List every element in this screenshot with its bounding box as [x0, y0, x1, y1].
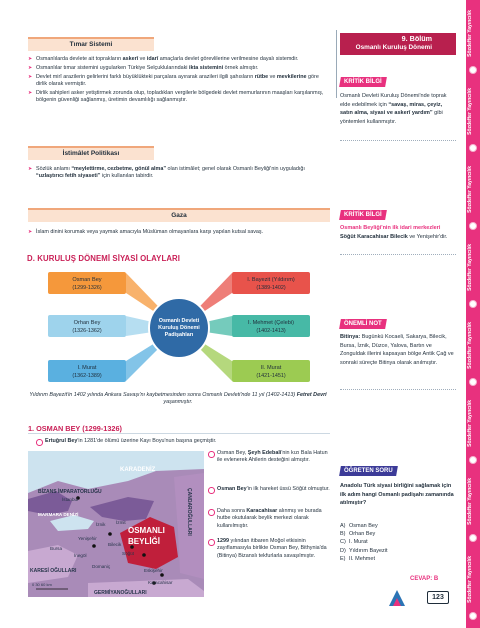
- map-label: İzmit: [116, 520, 126, 525]
- important-note-box: Bitinya: Bugünkü Kocaeli, Sakarya, Bilecik, Bursa, İznik, Düzce, Yalova, Bartın ve Zonguldak illerini kapsayan bölge Antik Çağ ve sonraki süreçte Bitinya olarak anılmıştır.: [340, 334, 454, 366]
- map-label: İznik: [96, 522, 106, 527]
- osman-item-4: 1299 yılından itibaren Moğol etkisinin zayıflamasıyla birlikte Osman Bey, Bithynia'da (Bitinya) Bizanslı tekfurlarla savaşılmıştır.: [208, 538, 330, 560]
- side-stripe-dot: [469, 222, 477, 230]
- istimalet-bullet: ➤ Sözlük anlamı “meylettirme, cezbetme, gönül alma” olan istimâlet; genel olarak Osmanlı Beyliği'nin uyguladığı “uzlaştırıcı fetih siyaseti” için kullanılan tabirdir.: [28, 166, 330, 181]
- option-e[interactable]: E) II. Mehmet: [340, 555, 375, 562]
- map-label: KARESİ OĞULLARI: [30, 568, 77, 574]
- map-label: Bilecik: [108, 542, 122, 547]
- timar-bullets: [28, 56, 330, 106]
- map-label: İstanbul: [62, 497, 79, 502]
- sultan-name: I. Murat: [77, 365, 97, 371]
- gaza-bullets: [28, 229, 330, 238]
- chapter-banner: [340, 33, 456, 55]
- diagram-center-text: Kuruluş Dönemi: [158, 325, 200, 331]
- timar-bullet-1: ➤ Osmanlılarda devlete ait toprakların askerî ve idarî amaçlarla devlet görevlilerine verilmesine dayalı sistemdir.: [28, 56, 330, 63]
- side-stripe-text: Sözdefter Yayıncılık: [467, 10, 473, 57]
- map-label: Domaniç: [92, 564, 111, 569]
- map-label: GERMİYANOĞULLARI: [94, 590, 147, 596]
- map-label: BİZANS İMPARATORLUĞU: [38, 489, 102, 495]
- sultan-years: (1389-1402): [256, 285, 286, 291]
- sultan-name: Orhan Bey: [73, 320, 101, 326]
- sultan-years: (1299-1326): [72, 285, 102, 291]
- dotted-separator: [340, 254, 456, 255]
- dotted-separator: [340, 389, 456, 390]
- diagram-title: D. KURULUŞ DÖNEMİ SİYASİ OLAYLARI: [27, 254, 181, 263]
- sultan-years: (1326-1362): [72, 328, 102, 334]
- map-label: Söğüt: [122, 551, 135, 556]
- map-label: 0 30 60 km: [32, 582, 52, 587]
- page-number: 123: [427, 591, 449, 604]
- side-stripe-text: Sözdefter Yayıncılık: [467, 478, 473, 525]
- timar-bullet-4: ➤ Dirlik sahipleri asker yetiştirmek zorunda olup, topladıkları vergilerle bölgedeki devlet memurlarının maaşları karşılanmış, bölgenin güvenliği sağlanmış, üretimin devamlılığı sağlanmıştır.: [28, 90, 330, 105]
- heading-divider: [28, 433, 330, 434]
- map-label: KARADENİZ: [120, 467, 156, 473]
- sultan-name: Osman Bey: [72, 277, 102, 283]
- critical-info-box-2: Osmanlı Beyliği'nin ilk idari merkezleri Söğüt Karacahisar Bilecik ve Yenişehir'dir.: [340, 225, 448, 240]
- osman-item-3: Daha sonra Karacahisar alınmış ve burada hutbe okutularak beylik merkezi olarak kullanılmıştır.: [208, 508, 330, 530]
- side-stripe-dot: [469, 378, 477, 386]
- side-stripe-dot: [469, 456, 477, 464]
- map-city-dot: [160, 573, 164, 577]
- right-divider: [336, 30, 337, 98]
- answer-options: [340, 522, 456, 563]
- map-city-dot: [92, 544, 96, 548]
- side-stripe-text: Sözdefter Yayıncılık: [467, 88, 473, 135]
- option-c[interactable]: C) I. Murat: [340, 539, 368, 546]
- dotted-separator: [340, 140, 456, 141]
- sultan-name: II. Murat: [260, 365, 282, 371]
- osman-bey-heading: 1. OSMAN BEY (1299-1326): [28, 424, 122, 433]
- gaza-header: Gaza: [28, 208, 330, 222]
- option-d[interactable]: D) Yıldırım Bayezit: [340, 547, 388, 554]
- teaching-question-tag: ÖĞRETEN SORU: [339, 466, 397, 476]
- sultan-name: I. Bayezit (Yıldırım): [247, 277, 295, 283]
- sultan-name: I. Mehmet (Çelebi): [247, 320, 295, 326]
- timar-header: Tımar Sistemi: [28, 37, 154, 51]
- istimalet-header: İstimâlet Politikası: [28, 146, 154, 160]
- sultan-years: (1421-1451): [256, 373, 286, 379]
- side-stripe-text: Sözdefter Yayıncılık: [467, 400, 473, 447]
- map-city-dot: [108, 532, 112, 536]
- side-stripe-dot: [469, 144, 477, 152]
- important-note-tag: ÖNEMLİ NOT: [339, 319, 386, 329]
- chapter-title: Osmanlı Kuruluş Dönemi: [355, 44, 432, 51]
- map-label: OSMANLI: [128, 526, 165, 535]
- sultan-years: (1402-1413): [256, 328, 286, 334]
- critical-info-box-1: Osmanlı Devleti Kuruluş Dönemi'nde toprak elde edebilmek için “savaş, miras, çeyiz, satın alma, siyasi ve askerî yardım” gibi yöntemleri kullanmıştır.: [340, 93, 447, 125]
- map-label: MARMARA DENİZİ: [38, 512, 79, 517]
- timar-bullet-2: ➤ Osmanlılar tımar sistemini uygularken Türkiye Selçuklularındaki ikta sistemini örnek almıştır.: [28, 65, 330, 72]
- side-stripe-dot: [469, 66, 477, 74]
- diagram-center-text: Padişahları: [164, 332, 194, 338]
- diagram-center-text: Osmanlı Devleti: [158, 318, 200, 324]
- map-label: BEYLİĞİ: [128, 537, 161, 546]
- critical-info-tag-2: KRİTİK BİLGİ: [339, 210, 386, 220]
- sultans-diagram: [28, 268, 330, 390]
- option-b[interactable]: B) Orhan Bey: [340, 531, 376, 538]
- sultan-years: (1362-1389): [72, 373, 102, 379]
- answer-key: CEVAP: B: [410, 576, 439, 582]
- option-a[interactable]: A) Osman Bey: [340, 523, 378, 529]
- osman-item-1: Osman Bey, Şeyh Edebali'nin kızı Bala Hatun ile evlenerek Ahilerin desteğini almıştır.: [208, 450, 330, 465]
- side-stripe-text: Sözdefter Yayıncılık: [467, 322, 473, 369]
- critical-info-tag-1: KRİTİK BİLGİ: [339, 77, 386, 87]
- chapter-number: 9. Bölüm: [401, 34, 432, 43]
- map-label: Karacahisar: [148, 580, 173, 585]
- osman-intro: Ertuğrul Bey'in 1281'de ölümü üzerine Kayı Boyu'nun başına geçmiştir.: [36, 438, 326, 445]
- side-stripe-text: Sözdefter Yayıncılık: [467, 556, 473, 603]
- map-label: Bursa: [50, 546, 63, 551]
- side-stripe-dot: [469, 300, 477, 308]
- side-stripe-dot: [469, 534, 477, 542]
- timar-bullet-3: ➤ Devlet mirî arazilerin gelirlerini farklı büyüklükteki parçalara ayırarak arazileri ilgili şahısların rütbe ve mevkilerine göre dirlik olarak vermiştir.: [28, 74, 330, 89]
- map-city-dot: [142, 553, 146, 557]
- side-stripe-text: Sözdefter Yayıncılık: [467, 166, 473, 213]
- map-label: Eskişehir: [144, 568, 163, 573]
- istimalet-bullets: [28, 166, 330, 182]
- side-stripe-dot: [469, 612, 477, 620]
- osman-item-2: Osman Bey'in ilk hareket üssü Söğüt olmuştur.: [208, 486, 330, 493]
- map-label: ÇANDAROĞULLARI: [186, 488, 192, 536]
- gaza-bullet: ➤ İslam dinini korumak veya yaymak amacıyla Müslüman olmayanlara karşı yapılan kutsal savaş.: [28, 229, 330, 236]
- question-text: Anadolu Türk siyasi birliğini sağlamak için ilk adım hangi Osmanlı padişahı zamanında atılmıştır?: [340, 483, 454, 507]
- map-label: Yenişehir: [78, 536, 97, 541]
- map-label: İnegöl: [74, 553, 87, 558]
- diagram-caption: Yıldırım Bayezit'in 1402 yılında Ankara Savaşı'nı kaybetmesinden sonra Osmanlı Devleti'nde 11 yıl (1402-1413) Fetret Devri yaşanmıştır.: [29, 392, 327, 405]
- side-stripe-text: Sözdefter Yayıncılık: [467, 244, 473, 291]
- publisher-logo-icon: [387, 588, 407, 608]
